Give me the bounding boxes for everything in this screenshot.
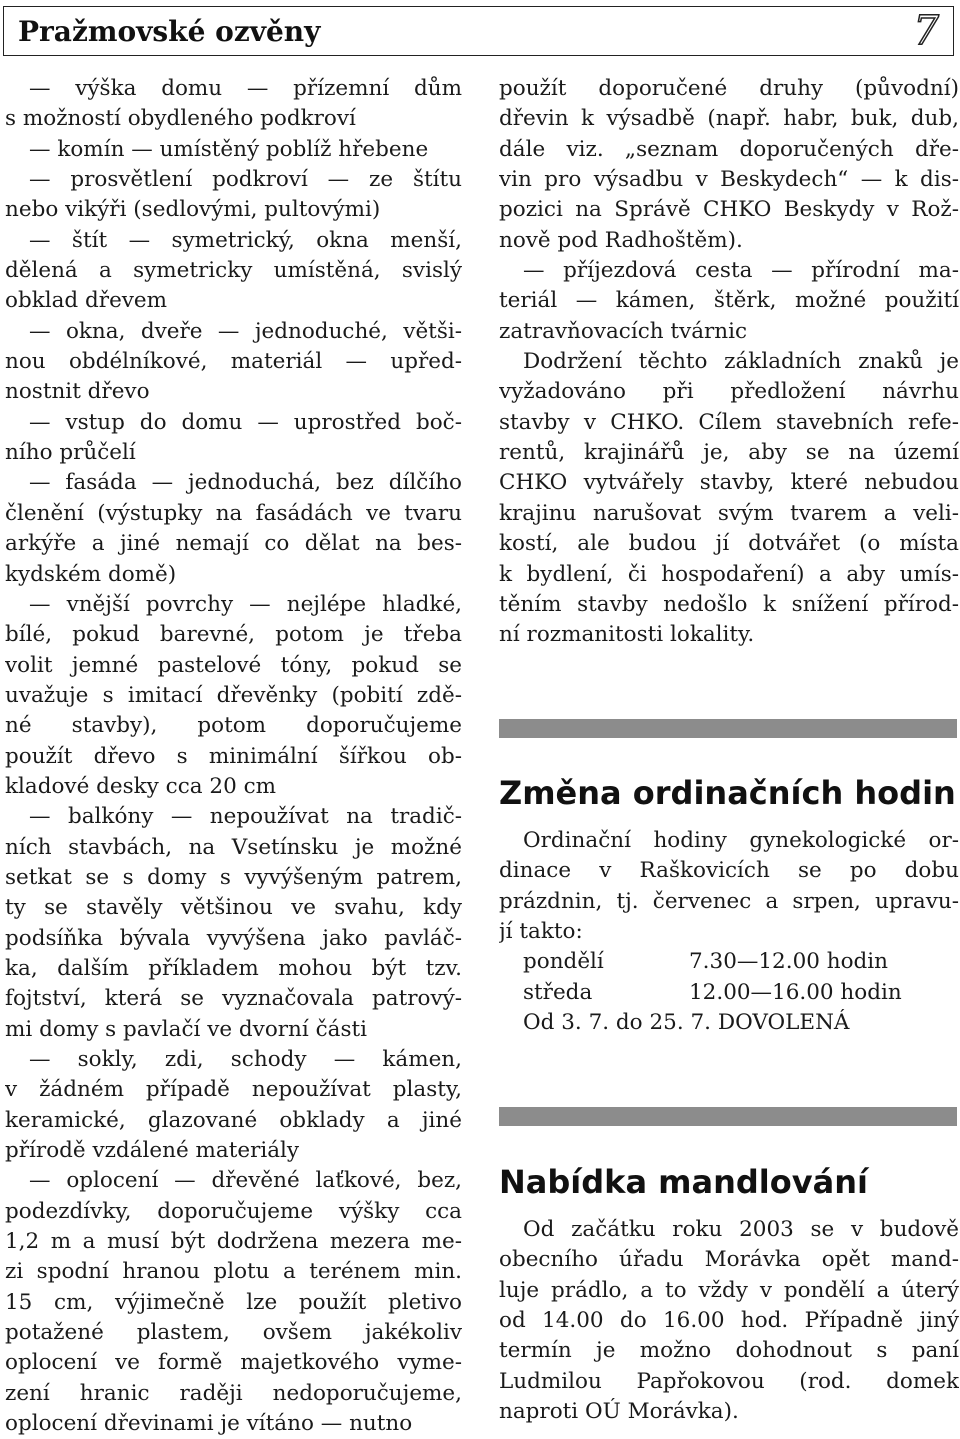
text-line: stavby v CHKO. Cílem stavebních refe- [499, 409, 959, 435]
text-line: podezdívky, doporučujeme výšky cca [5, 1198, 462, 1224]
text-line: dělená a symetricky umístěná, svislý [5, 258, 462, 284]
text-line: použít doporučené druhy (původní) [499, 76, 959, 101]
left-column-text [5, 74, 462, 1439]
text-line: podsíňka bývala vyvýšena jako pavláč- [5, 925, 462, 951]
text-line: členění (výstupky na fasádách ve tvaru [5, 500, 462, 526]
text-line: — okna, dveře — jednoduché, větši- [29, 318, 462, 344]
text-line: arkýře a jiné nemají co dělat na bes- [5, 531, 462, 557]
text-line: potažené plastem, ovšem jakékoliv [5, 1320, 462, 1346]
text-line: obecního úřadu Morávka opět mand- [499, 1247, 959, 1273]
text-line: naproti OÚ Morávka). [499, 1399, 739, 1425]
text-line: jí takto: [499, 919, 583, 945]
text-line: pozici na Správě CHKO Beskydy v Rož- [499, 197, 959, 223]
text-line: nově pod Radhoštěm). [499, 227, 743, 253]
section-divider [499, 719, 957, 738]
text-line: kostí, ale budou jí dotvářet (o místa [499, 531, 959, 557]
text-line: oplocení ve formě majetkového vyme- [5, 1350, 462, 1376]
text-line: dále viz. „seznam doporučených dře- [499, 136, 959, 162]
text-line: né stavby), potom doporučujeme [5, 713, 462, 739]
text-line: zi spodní hranou plotu a terénem min. [5, 1259, 462, 1285]
text-line: ka, dalším příkladem mohou být tzv. [5, 955, 462, 981]
text-line: — sokly, zdi, schody — kámen, [29, 1047, 462, 1072]
right-column-text [499, 74, 959, 651]
text-line: mi domy s pavlačí ve dvorní části [5, 1016, 368, 1042]
text-line: — komín — umístěný poblíž hřebene [29, 136, 429, 162]
hours-day: pondělí [523, 949, 604, 975]
page-header [3, 6, 954, 56]
text-line: bílé, pokud barevné, potom je třeba [5, 622, 462, 648]
text-line: oplocení dřevinami je vítáno — nutno [5, 1411, 413, 1437]
text-line: volit jemné pastelové tóny, pokud se [5, 652, 462, 678]
text-line: s možností obydleného podkroví [5, 106, 356, 132]
text-line: ty se stavěly většinou ve svahu, kdy [5, 895, 462, 921]
ordinace-body [499, 826, 959, 1038]
section-divider [499, 1107, 957, 1126]
text-line: — vnější povrchy — nejlépe hladké, [29, 591, 462, 617]
text-line: nostnit dřevo [5, 379, 150, 405]
vacation-notice: Od 3. 7. do 25. 7. DOVOLENÁ [523, 1010, 850, 1036]
text-line: 15 cm, výjimečně lze použít pletivo [5, 1289, 462, 1315]
text-line: Dodržení těchto základních znaků je [523, 349, 959, 375]
text-line: uvažuje s imitací dřevěnky (pobití zdě- [5, 682, 462, 708]
ordinace-heading: Změna ordinačních hodin [499, 774, 956, 812]
text-line: ního průčelí [5, 440, 136, 466]
text-line: k bydlení, či hospodaření) a aby umís- [499, 561, 959, 587]
text-line: fojtství, která se vyznačovala patrový- [5, 986, 462, 1012]
text-line: Od začátku roku 2003 se v budově [523, 1217, 959, 1242]
text-line: Ludmilou Papřokovou (rod. domek [499, 1368, 959, 1394]
text-line: vin pro výsadbu v Beskydech“ — k dis- [499, 167, 959, 193]
text-line: 1,2 m a musí být dodržena mezera me- [5, 1229, 462, 1255]
text-line: nebo vikýři (sedlovými, pultovými) [5, 197, 381, 223]
text-line: krajinu narušovat svým tvarem a veli- [499, 500, 959, 526]
text-line: v žádném případě nepoužívat plasty, [5, 1077, 462, 1103]
text-line: teriál — kámen, štěrk, možné použití [499, 288, 959, 314]
text-line: — vstup do domu — uprostřed boč- [29, 409, 462, 435]
text-line: zatravňovacích tvárnic [499, 318, 748, 344]
text-line: keramické, glazované obklady a jiné [5, 1107, 462, 1133]
text-line: obklad dřevem [5, 288, 168, 314]
hours-day: středa [523, 979, 593, 1005]
text-line: luje prádlo, a to vždy v pondělí a úterý [499, 1277, 959, 1303]
text-line: — výška domu — přízemní dům [29, 76, 462, 101]
text-line: kydském domě) [5, 561, 177, 587]
text-line: nou obdélníkové, materiál — upřed- [5, 349, 462, 375]
text-line: dinace v Raškovicích se po dobu [499, 858, 959, 884]
hours-time: 12.00—16.00 hodin [689, 979, 902, 1005]
text-line: použít dřevo s minimální šířkou ob- [5, 743, 462, 769]
text-line: CHKO vytvářely stavby, které nebudou [499, 470, 959, 496]
text-line: setkat se s domy s vyvýšeným patrem, [5, 864, 462, 890]
hours-row [499, 978, 959, 1008]
page-number: 7 [913, 8, 939, 54]
text-line: zení hranic raději nedoporučujeme, [5, 1380, 462, 1406]
mandlovani-body [499, 1215, 959, 1427]
text-line: přírodě vzdálené materiály [5, 1138, 300, 1164]
newsletter-title: Pražmovské ozvěny [18, 15, 321, 48]
mandlovani-heading: Nabídka mandlování [499, 1163, 868, 1201]
hours-row [499, 947, 959, 977]
hours-time: 7.30—12.00 hodin [689, 949, 889, 975]
text-line: kladové desky cca 20 cm [5, 773, 277, 799]
text-line: od 14.00 do 16.00 hod. Případně jiný [499, 1308, 959, 1334]
text-line: prázdnin, tj. červenec a srpen, upravu- [499, 888, 959, 914]
text-line: dřevin k výsadbě (např. habr, buk, dub, [499, 106, 959, 132]
text-line: — oplocení — dřevěné laťkové, bez, [29, 1168, 462, 1194]
text-line: — prosvětlení podkroví — ze štítu [29, 167, 462, 193]
text-line: Ordinační hodiny gynekologické or- [523, 828, 959, 853]
text-line: vyžadováno při předložení návrhu [499, 379, 959, 405]
text-line: ních stavbách, na Vsetínsku je možné [5, 834, 462, 860]
text-line: — balkóny — nepoužívat na tradič- [29, 804, 462, 830]
text-line: rentů, krajinářů je, aby se na území [499, 440, 959, 466]
text-line: — štít — symetrický, okna menší, [29, 227, 462, 253]
text-line: ní rozmanitosti lokality. [499, 622, 755, 648]
text-line: termín je možno dohodnout s paní [499, 1338, 959, 1364]
text-line: — fasáda — jednoduchá, bez dílčího [29, 470, 462, 496]
text-line: těním stavby nedošlo k snížení přírod- [499, 591, 959, 617]
text-line: — příjezdová cesta — přírodní ma- [523, 258, 959, 284]
